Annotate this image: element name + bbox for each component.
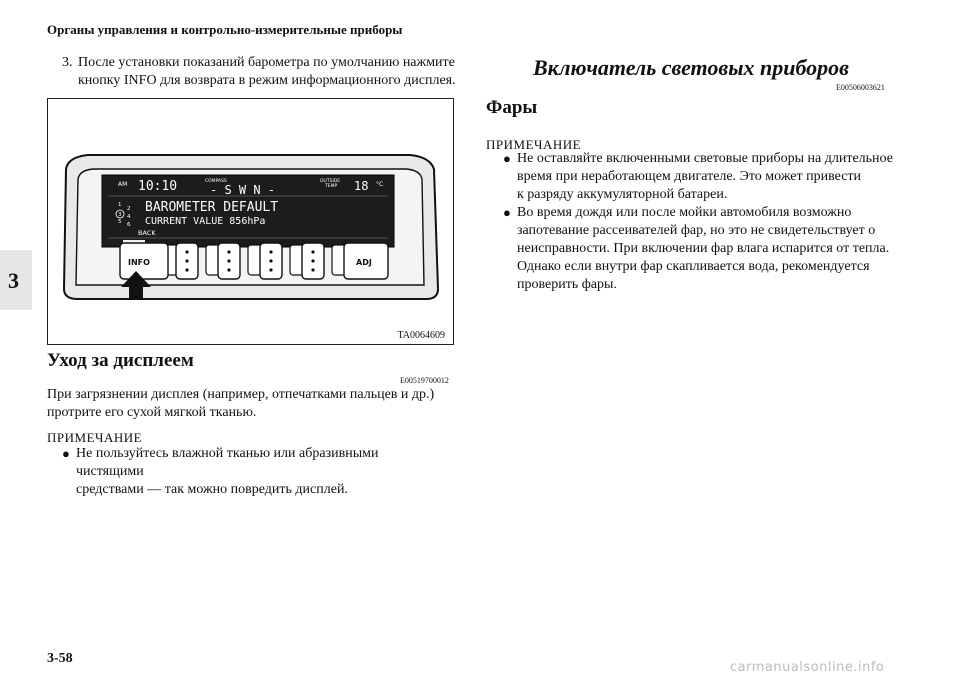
bullet-2-line-2: запотевание рассеивателей фар, но это не свидетельствует о [517,223,876,238]
care-note-line-2: средствами — так можно повредить дисплей. [76,482,348,497]
care-text [47,386,447,422]
care-code: E00519700012 [400,376,449,385]
bullet-1-text [517,150,893,204]
running-header: Органы управления и контрольно-измерительные приборы [47,22,403,37]
outside-label: OUTSIDE [320,179,341,184]
care-note-label: ПРИМЕЧАНИЕ [47,430,143,445]
bullet-1-line-2: время при неработающем двигателе. Это может привести [517,169,862,184]
headlamps-note-label: ПРИМЕЧАНИЕ [486,137,582,152]
side-number-6: 6 [127,222,131,228]
am-label: AM [118,181,128,188]
bullet-icon: ● [62,446,70,461]
info-display-illustration [48,99,453,344]
headlamps-heading: Фары [486,97,538,118]
section-heading: Включатель световых приборов [533,55,849,80]
care-note-text [76,445,447,499]
side-number-1: 1 [118,202,122,208]
temp-unit: °C [376,181,384,188]
care-text-line-2: протрите его сухой мягкой тканью. [47,405,257,420]
adj-button-label: ADJ [356,258,372,267]
temp-label: TEMP [325,184,338,189]
bullet-2-line-5: проверить фары. [517,277,617,292]
bullet-icon: ● [503,205,511,220]
chapter-number: 3 [8,268,19,293]
clock-readout: 10:10 [138,179,178,194]
back-label: BACK [138,229,156,237]
compass-label: COMPASS [205,179,227,184]
side-number-2: 2 [127,206,131,212]
page-number: 3-58 [47,651,73,666]
care-heading: Уход за дисплеем [47,350,194,371]
step-number: 3. [62,55,73,70]
info-display-figure [47,98,454,345]
watermark: carmanualsonline.info [730,660,885,675]
barometer-line: BAROMETER DEFAULT [145,200,279,215]
current-value-line: CURRENT VALUE 856hPa [145,216,266,227]
bullet-2-line-1: Во время дождя или после мойки автомобиля возможно [517,205,852,220]
bullet-icon: ● [503,151,511,166]
bullet-2-line-3: неисправности. При включении фар влага испарится от тепла. [517,241,890,256]
compass-scale: - S W N - [210,183,276,197]
step-text: После установки показаний барометра по умолчанию нажмите кнопку INFO для возврата в режим информационного дисплея. [78,55,456,88]
figure-code: TA0064609 [397,330,445,341]
temp-value: 18 [354,179,369,193]
bullet-1-line-3: к разряду аккумуляторной батареи. [517,187,728,202]
bullet-2-line-4: Однако если внутри фар скапливается вода, рекомендуется [517,259,870,274]
info-button-label: INFO [128,258,150,267]
care-note-line-1: Не пользуйтесь влажной тканью или абразивными чистящими [76,446,379,479]
side-number-5: 5 [118,219,122,225]
side-number-4: 4 [127,214,131,220]
circled-number: 3 [118,212,122,218]
bullet-2-text [517,204,889,294]
bullet-1-line-1: Не оставляйте включенными световые приборы на длительное [517,151,893,166]
section-code: E00506003621 [836,83,885,92]
care-text-line-1: При загрязнении дисплея (например, отпечатками пальцев и др.) [47,387,435,402]
